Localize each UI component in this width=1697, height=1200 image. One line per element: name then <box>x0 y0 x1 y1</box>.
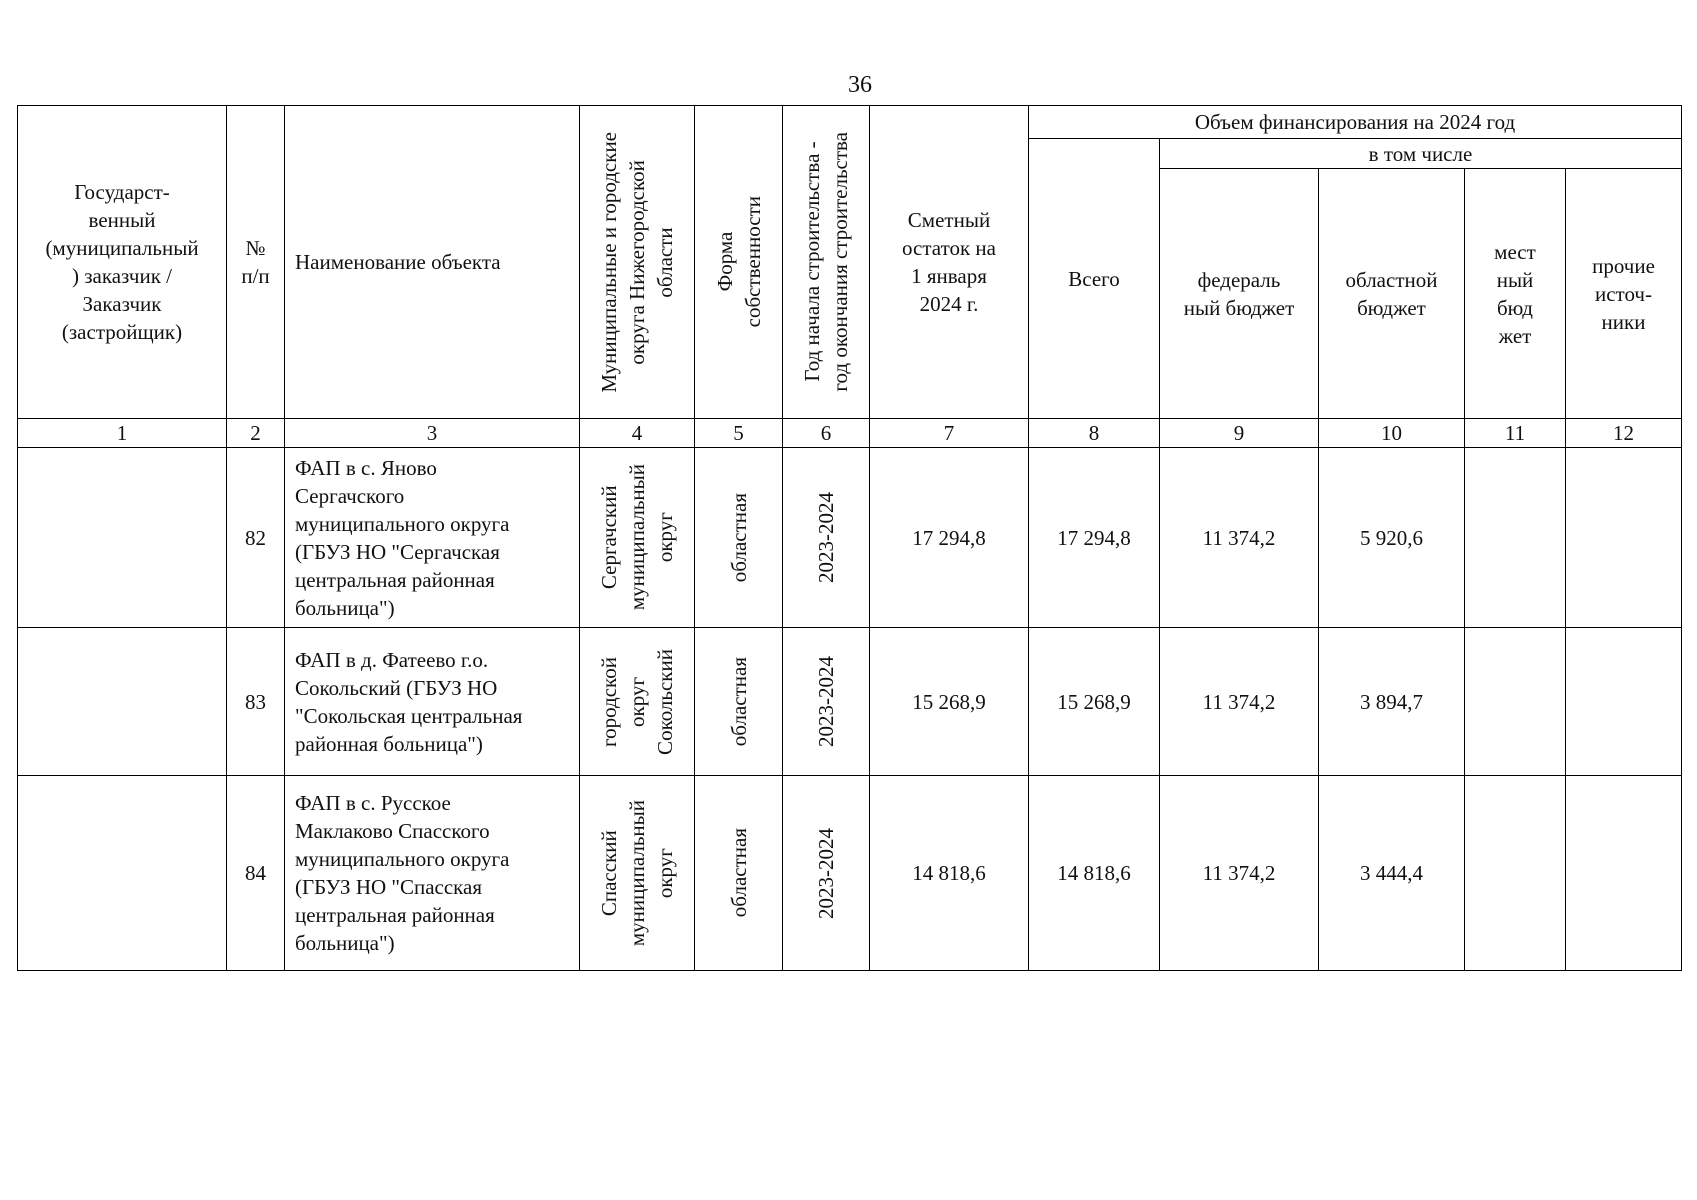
row-number: 82 <box>227 448 285 628</box>
row-district-text: Сергачский муниципальный округ <box>597 464 677 611</box>
header-local: мест ный бюд жет <box>1465 169 1566 419</box>
header-federal: федераль ный бюджет <box>1160 169 1319 419</box>
column-number: 6 <box>783 419 870 448</box>
row-ownership-text: областная <box>726 828 751 918</box>
row-district <box>580 448 695 628</box>
row-years <box>783 776 870 971</box>
row-object-name: ФАП в с. Яново Сергачского муниципального округа (ГБУЗ НО "Сергачская центральная районная больница") <box>285 448 580 628</box>
row-regional: 3 894,7 <box>1319 628 1465 776</box>
row-years-text: 2023-2024 <box>814 492 838 583</box>
row-federal: 11 374,2 <box>1160 776 1319 971</box>
row-years-text: 2023-2024 <box>814 827 838 919</box>
row-customer <box>18 628 227 776</box>
header-ownership <box>695 106 783 419</box>
header-other: прочие источ- ники <box>1566 169 1682 419</box>
header-object-name: Наименование объекта <box>285 106 580 419</box>
header-financing-title: Объем финансирования на 2024 год <box>1029 106 1682 139</box>
header-regional: областной бюджет <box>1319 169 1465 419</box>
header-ownership-text: Форма собственности <box>712 196 765 328</box>
column-number: 1 <box>18 419 227 448</box>
row-years <box>783 448 870 628</box>
header-district-text: Муниципальные и городские округа Нижегородской области <box>597 131 677 393</box>
row-other <box>1566 448 1682 628</box>
header-district <box>580 106 695 419</box>
header-years <box>783 106 870 419</box>
row-ownership <box>695 628 783 776</box>
column-number: 3 <box>285 419 580 448</box>
row-regional: 5 920,6 <box>1319 448 1465 628</box>
row-object-name: ФАП в с. Русское Маклаково Спасского муниципального округа (ГБУЗ НО "Спасская центральная районная больница") <box>285 776 580 971</box>
row-district-text: городской округ Сокольский <box>597 648 677 755</box>
column-number: 10 <box>1319 419 1465 448</box>
row-district <box>580 776 695 971</box>
row-customer <box>18 776 227 971</box>
table-row <box>18 448 1682 628</box>
header-including: в том числе <box>1160 139 1682 169</box>
row-number: 83 <box>227 628 285 776</box>
row-total: 17 294,8 <box>1029 448 1160 628</box>
row-remaining: 15 268,9 <box>870 628 1029 776</box>
column-number: 11 <box>1465 419 1566 448</box>
page-number: 36 <box>848 72 872 98</box>
row-district-text: Спасский муниципальный округ <box>597 799 677 947</box>
table-row <box>18 776 1682 971</box>
row-customer <box>18 448 227 628</box>
row-ownership-text: областная <box>726 656 751 747</box>
row-years-text: 2023-2024 <box>814 656 838 747</box>
row-federal: 11 374,2 <box>1160 448 1319 628</box>
row-other <box>1566 628 1682 776</box>
row-total: 15 268,9 <box>1029 628 1160 776</box>
row-ownership-text: областная <box>726 492 751 583</box>
row-district <box>580 628 695 776</box>
column-number: 2 <box>227 419 285 448</box>
row-other <box>1566 776 1682 971</box>
row-ownership <box>695 448 783 628</box>
header-years-text: Год начала строительства - год окончания строительства <box>800 132 852 392</box>
header-number: № п/п <box>227 106 285 419</box>
header-remaining: Сметный остаток на 1 января 2024 г. <box>870 106 1029 419</box>
row-local <box>1465 448 1566 628</box>
row-federal: 11 374,2 <box>1160 628 1319 776</box>
row-object-name: ФАП в д. Фатеево г.о. Сокольский (ГБУЗ НО "Сокольская центральная районная больница") <box>285 628 580 776</box>
row-local <box>1465 628 1566 776</box>
table-row <box>18 628 1682 776</box>
column-number: 4 <box>580 419 695 448</box>
row-remaining: 14 818,6 <box>870 776 1029 971</box>
row-local <box>1465 776 1566 971</box>
row-years <box>783 628 870 776</box>
column-number: 9 <box>1160 419 1319 448</box>
column-number: 7 <box>870 419 1029 448</box>
financing-table <box>17 105 1682 971</box>
column-number: 5 <box>695 419 783 448</box>
row-number: 84 <box>227 776 285 971</box>
row-regional: 3 444,4 <box>1319 776 1465 971</box>
row-remaining: 17 294,8 <box>870 448 1029 628</box>
row-total: 14 818,6 <box>1029 776 1160 971</box>
header-customer: Государст- венный (муниципальный ) заказчик / Заказчик (застройщик) <box>18 106 227 419</box>
column-number: 8 <box>1029 419 1160 448</box>
column-number: 12 <box>1566 419 1682 448</box>
header-total: Всего <box>1029 139 1160 419</box>
column-numbers-row <box>18 419 1682 448</box>
row-ownership <box>695 776 783 971</box>
